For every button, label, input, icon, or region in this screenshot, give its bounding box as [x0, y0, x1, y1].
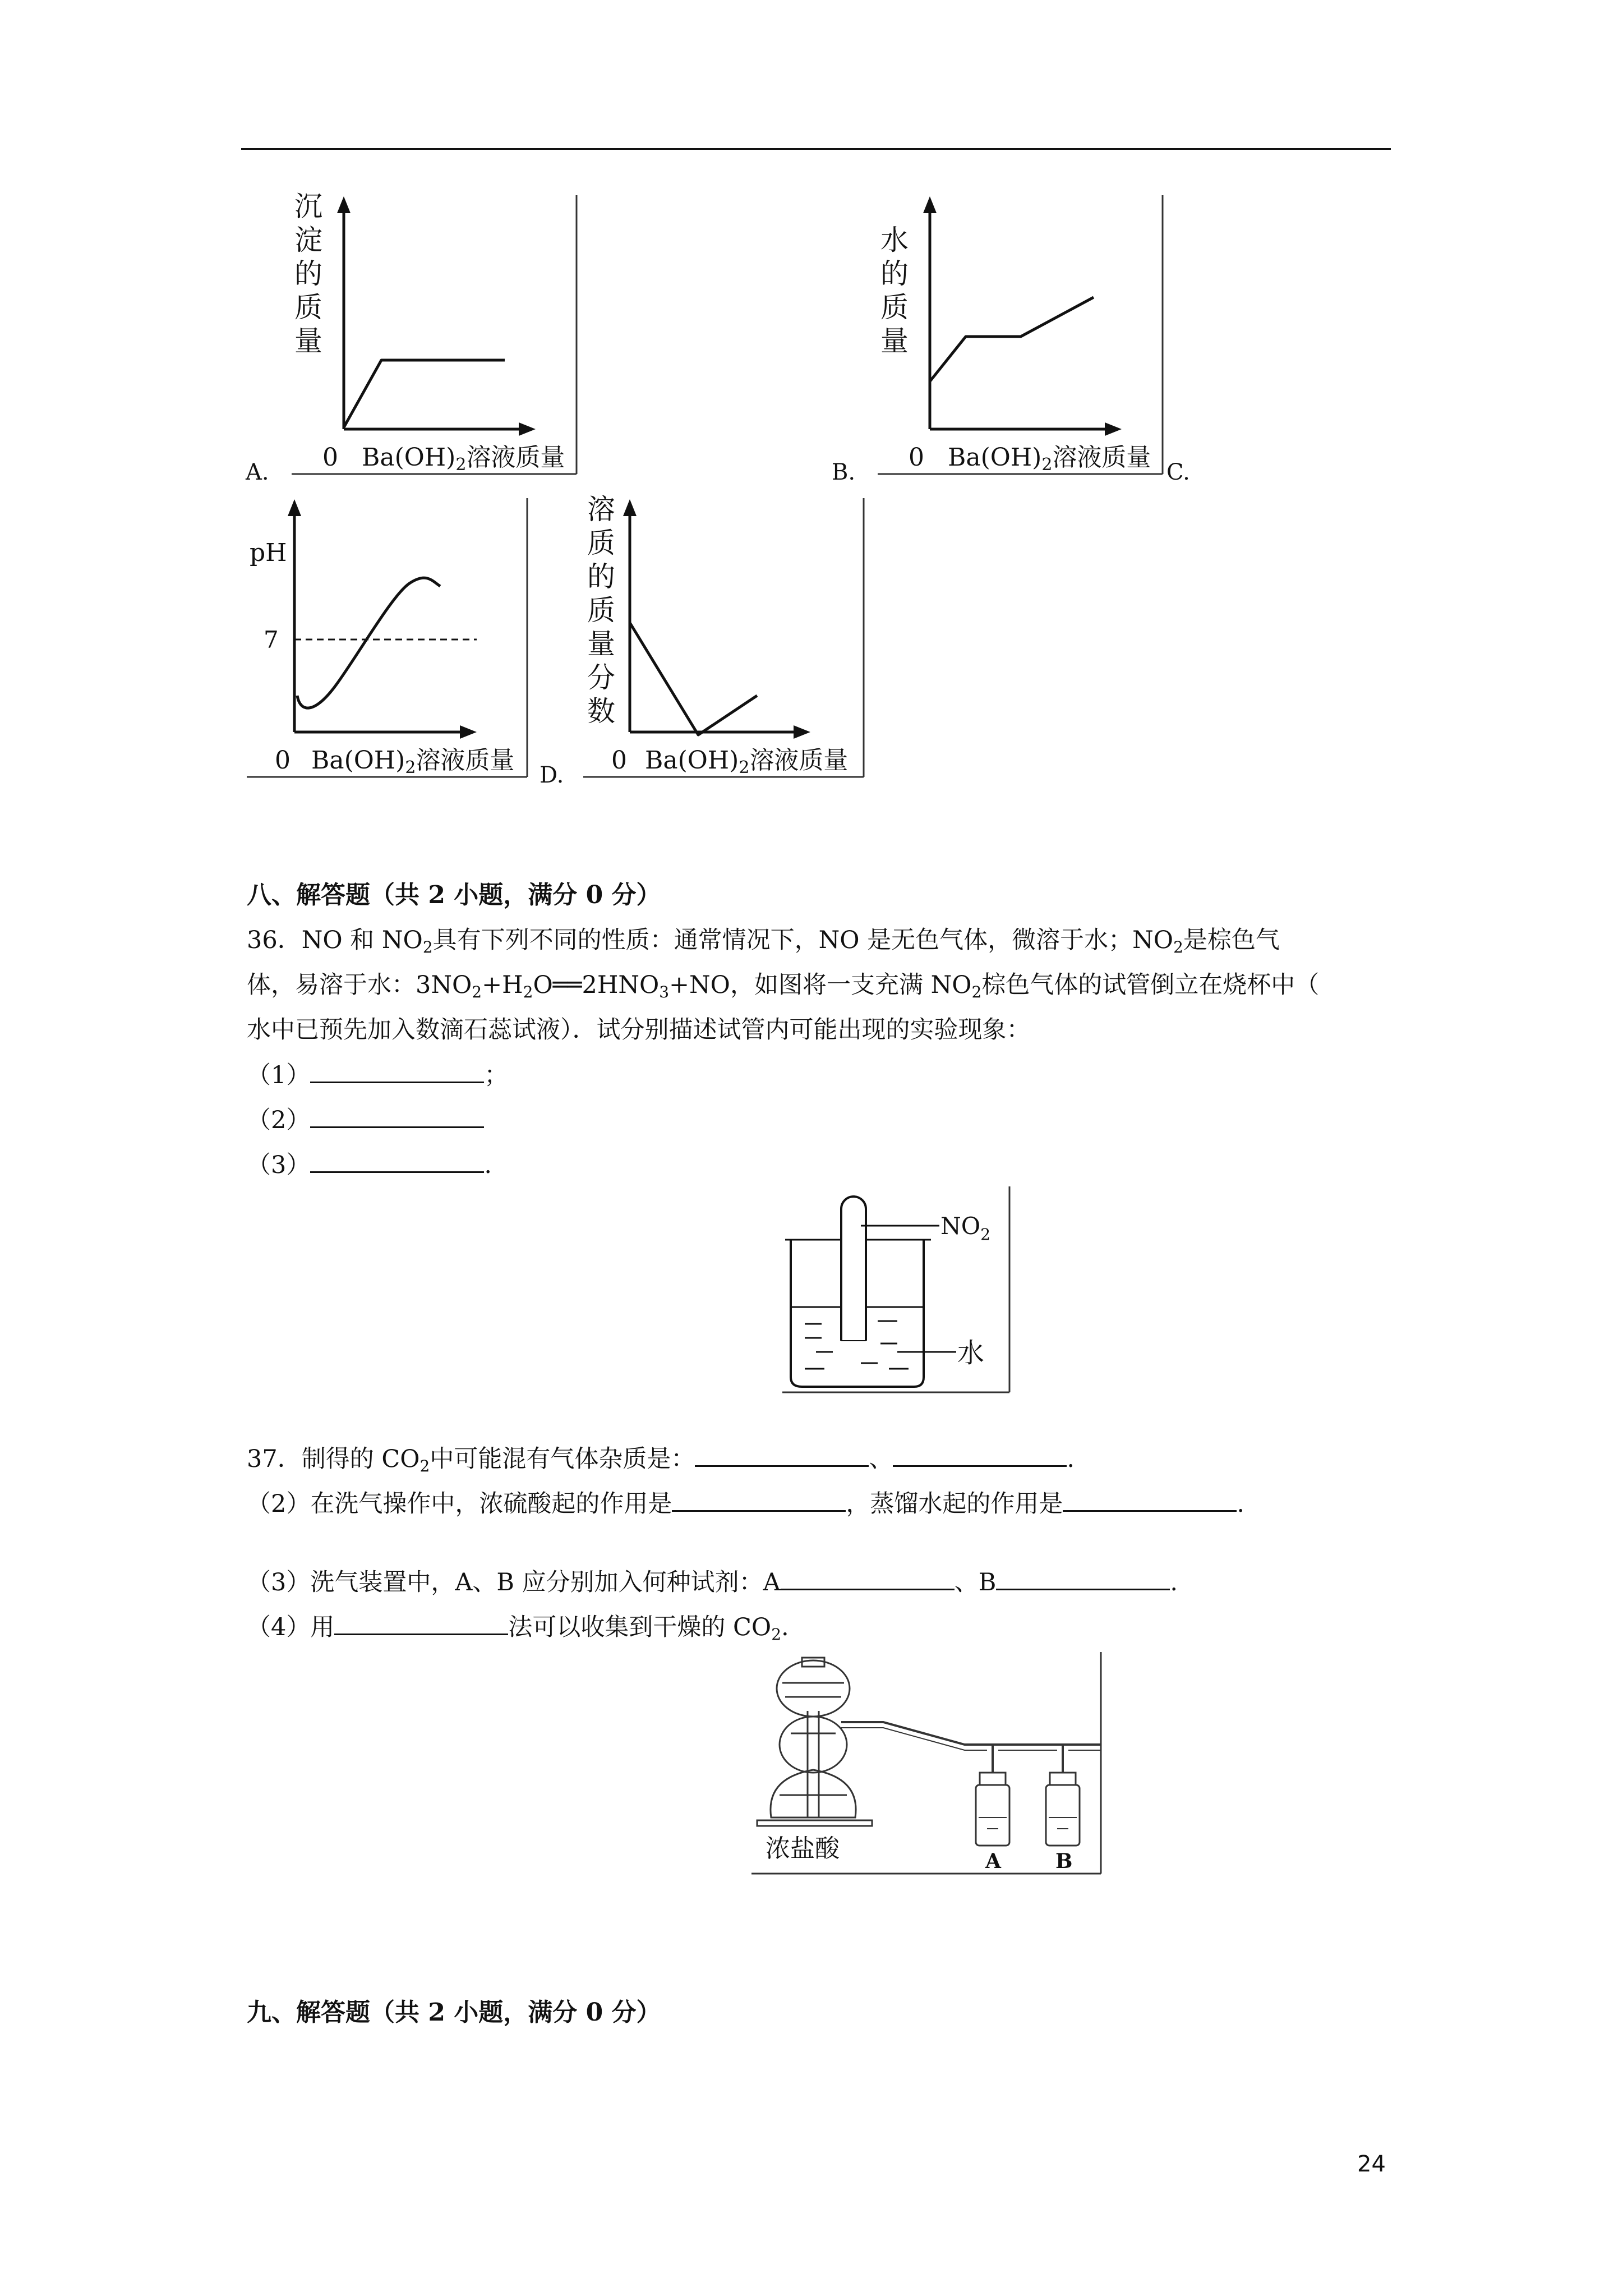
graph-a-letter: A. [246, 459, 269, 485]
graph-d-ylabel-1: 溶 [587, 493, 615, 526]
graph-d-origin: 0 [611, 746, 627, 775]
q36-blank-1[interactable] [310, 1059, 484, 1083]
q37-blank-reagent-b[interactable] [996, 1566, 1170, 1590]
apparatus-diagram [749, 1649, 1108, 1879]
q37-blank-sulfuric[interactable] [672, 1488, 846, 1512]
q37-blank-impurity-2[interactable] [893, 1443, 1067, 1467]
graph-b-origin: 0 [909, 443, 924, 472]
graph-c-letter: C. [1166, 459, 1190, 485]
gas-tube [841, 1722, 1101, 1773]
graph-b-curve [930, 297, 1094, 381]
section8-title: 八、解答题（共 2 小题，满分 0 分） [247, 881, 661, 909]
graph-c-xlabel: Ba(OH)2溶液质量 [311, 746, 515, 777]
graph-d-ylabel-2: 质 [587, 527, 615, 559]
q36-line3: 水中已预先加入数滴石蕊试液）．试分别描述试管内可能出现的实验现象： [247, 1016, 1031, 1044]
q37-blank-impurity-1[interactable] [695, 1443, 869, 1467]
graph-d-ylabel-6: 分 [587, 661, 615, 694]
graph-b-ylabel-3: 质 [880, 291, 909, 324]
graph-d [536, 493, 872, 788]
graph-a-curve [344, 360, 505, 427]
kipp-generator [757, 1658, 872, 1826]
q37-line2: （2）在洗气操作中，浓硫酸起的作用是 ，蒸馏水起的作用是 . [247, 1488, 1244, 1520]
label-bottle-a: A [985, 1849, 1001, 1873]
graph-c-tick-7: 7 [264, 626, 279, 654]
q37-blank-method[interactable] [334, 1611, 508, 1635]
graph-c [241, 494, 538, 785]
graph-d-x-arrow [794, 725, 810, 739]
beaker-diagram [777, 1184, 1023, 1397]
label-no2: $NO_2$ [940, 1212, 991, 1244]
graph-a-x-arrow [519, 422, 536, 436]
graph-b-y-arrow [923, 196, 937, 213]
graph-b-ylabel-2: 的 [880, 257, 909, 290]
graph-b-x-arrow [1105, 422, 1122, 436]
q37-line1: 37．制得的 $CO_2$中可能混有气体杂质是： 、 . [247, 1443, 1075, 1475]
q36-line2: 体，易溶于水：$3NO_2+H_2O══2HNO_3+NO$，如图将一支充满 $NO_2$棕色气体的试管倒立在烧杯中（ [247, 971, 1320, 1001]
graph-b [827, 191, 1231, 485]
graph-b-ylabel-4: 量 [880, 325, 909, 357]
graph-b-letter: B. [832, 459, 856, 485]
q36-item-1: （1） ； [247, 1059, 508, 1091]
wash-bottle-b [1046, 1773, 1080, 1846]
graph-a [241, 190, 589, 485]
graph-d-ylabel-5: 量 [587, 628, 615, 660]
graph-a-xlabel: Ba(OH)2溶液质量 [362, 443, 565, 475]
q36-blank-2[interactable] [310, 1104, 484, 1128]
graph-b-xlabel: Ba(OH)2溶液质量 [948, 443, 1151, 475]
graph-c-origin: 0 [275, 746, 291, 775]
graph-d-y-arrow [623, 499, 637, 516]
q36-item-2: （2） [247, 1104, 484, 1136]
graph-d-ylabel-4: 质 [587, 594, 615, 627]
graph-c-ylabel: pH [250, 539, 287, 567]
graph-d-xlabel: Ba(OH)2溶液质量 [645, 746, 849, 777]
q37-blank-water[interactable] [1063, 1488, 1237, 1512]
page-number: 24 [1357, 2151, 1386, 2177]
graph-a-ylabel-5: 量 [294, 325, 322, 357]
graph-d-ylabel-7: 数 [587, 695, 615, 728]
q37-line3: （3）洗气装置中，A、B 应分别加入何种试剂：A 、B . [247, 1566, 1178, 1598]
label-water: 水 [957, 1337, 985, 1369]
q37-line4: （4）用 法可以收集到干燥的 $CO_2$. [247, 1611, 789, 1643]
graph-d-letter: D. [540, 762, 564, 788]
graph-a-y-arrow [337, 196, 351, 213]
graph-d-ylabel-3: 的 [587, 560, 615, 593]
section9-title: 九、解答题（共 2 小题，满分 0 分） [247, 1998, 661, 2027]
graph-d-curve [630, 623, 757, 735]
graph-c-curve [297, 578, 440, 708]
q36-line1: 36．NO 和 $NO_2$具有下列不同的性质：通常情况下，NO 是无色气体，微溶于水；$NO_2$是棕色气 [247, 926, 1280, 956]
label-bottle-b: B [1055, 1849, 1073, 1873]
test-tube [841, 1197, 866, 1341]
graph-b-ylabel-1: 水 [880, 224, 909, 256]
graph-a-origin: 0 [322, 443, 338, 472]
graph-c-y-arrow [288, 499, 301, 516]
graph-a-ylabel-1: 沉 [294, 190, 322, 223]
header-rule [241, 148, 1391, 150]
graph-c-x-arrow [460, 725, 477, 739]
q37-blank-reagent-a[interactable] [781, 1566, 955, 1590]
graph-a-ylabel-2: 淀 [294, 224, 322, 256]
q36-item-3: （3） . [247, 1149, 492, 1181]
q36-blank-3[interactable] [310, 1149, 484, 1173]
label-concentrated-hcl: 浓盐酸 [766, 1834, 840, 1863]
wash-bottle-a [976, 1773, 1009, 1846]
graph-a-ylabel-3: 的 [294, 257, 322, 290]
graph-a-ylabel-4: 质 [294, 291, 322, 324]
